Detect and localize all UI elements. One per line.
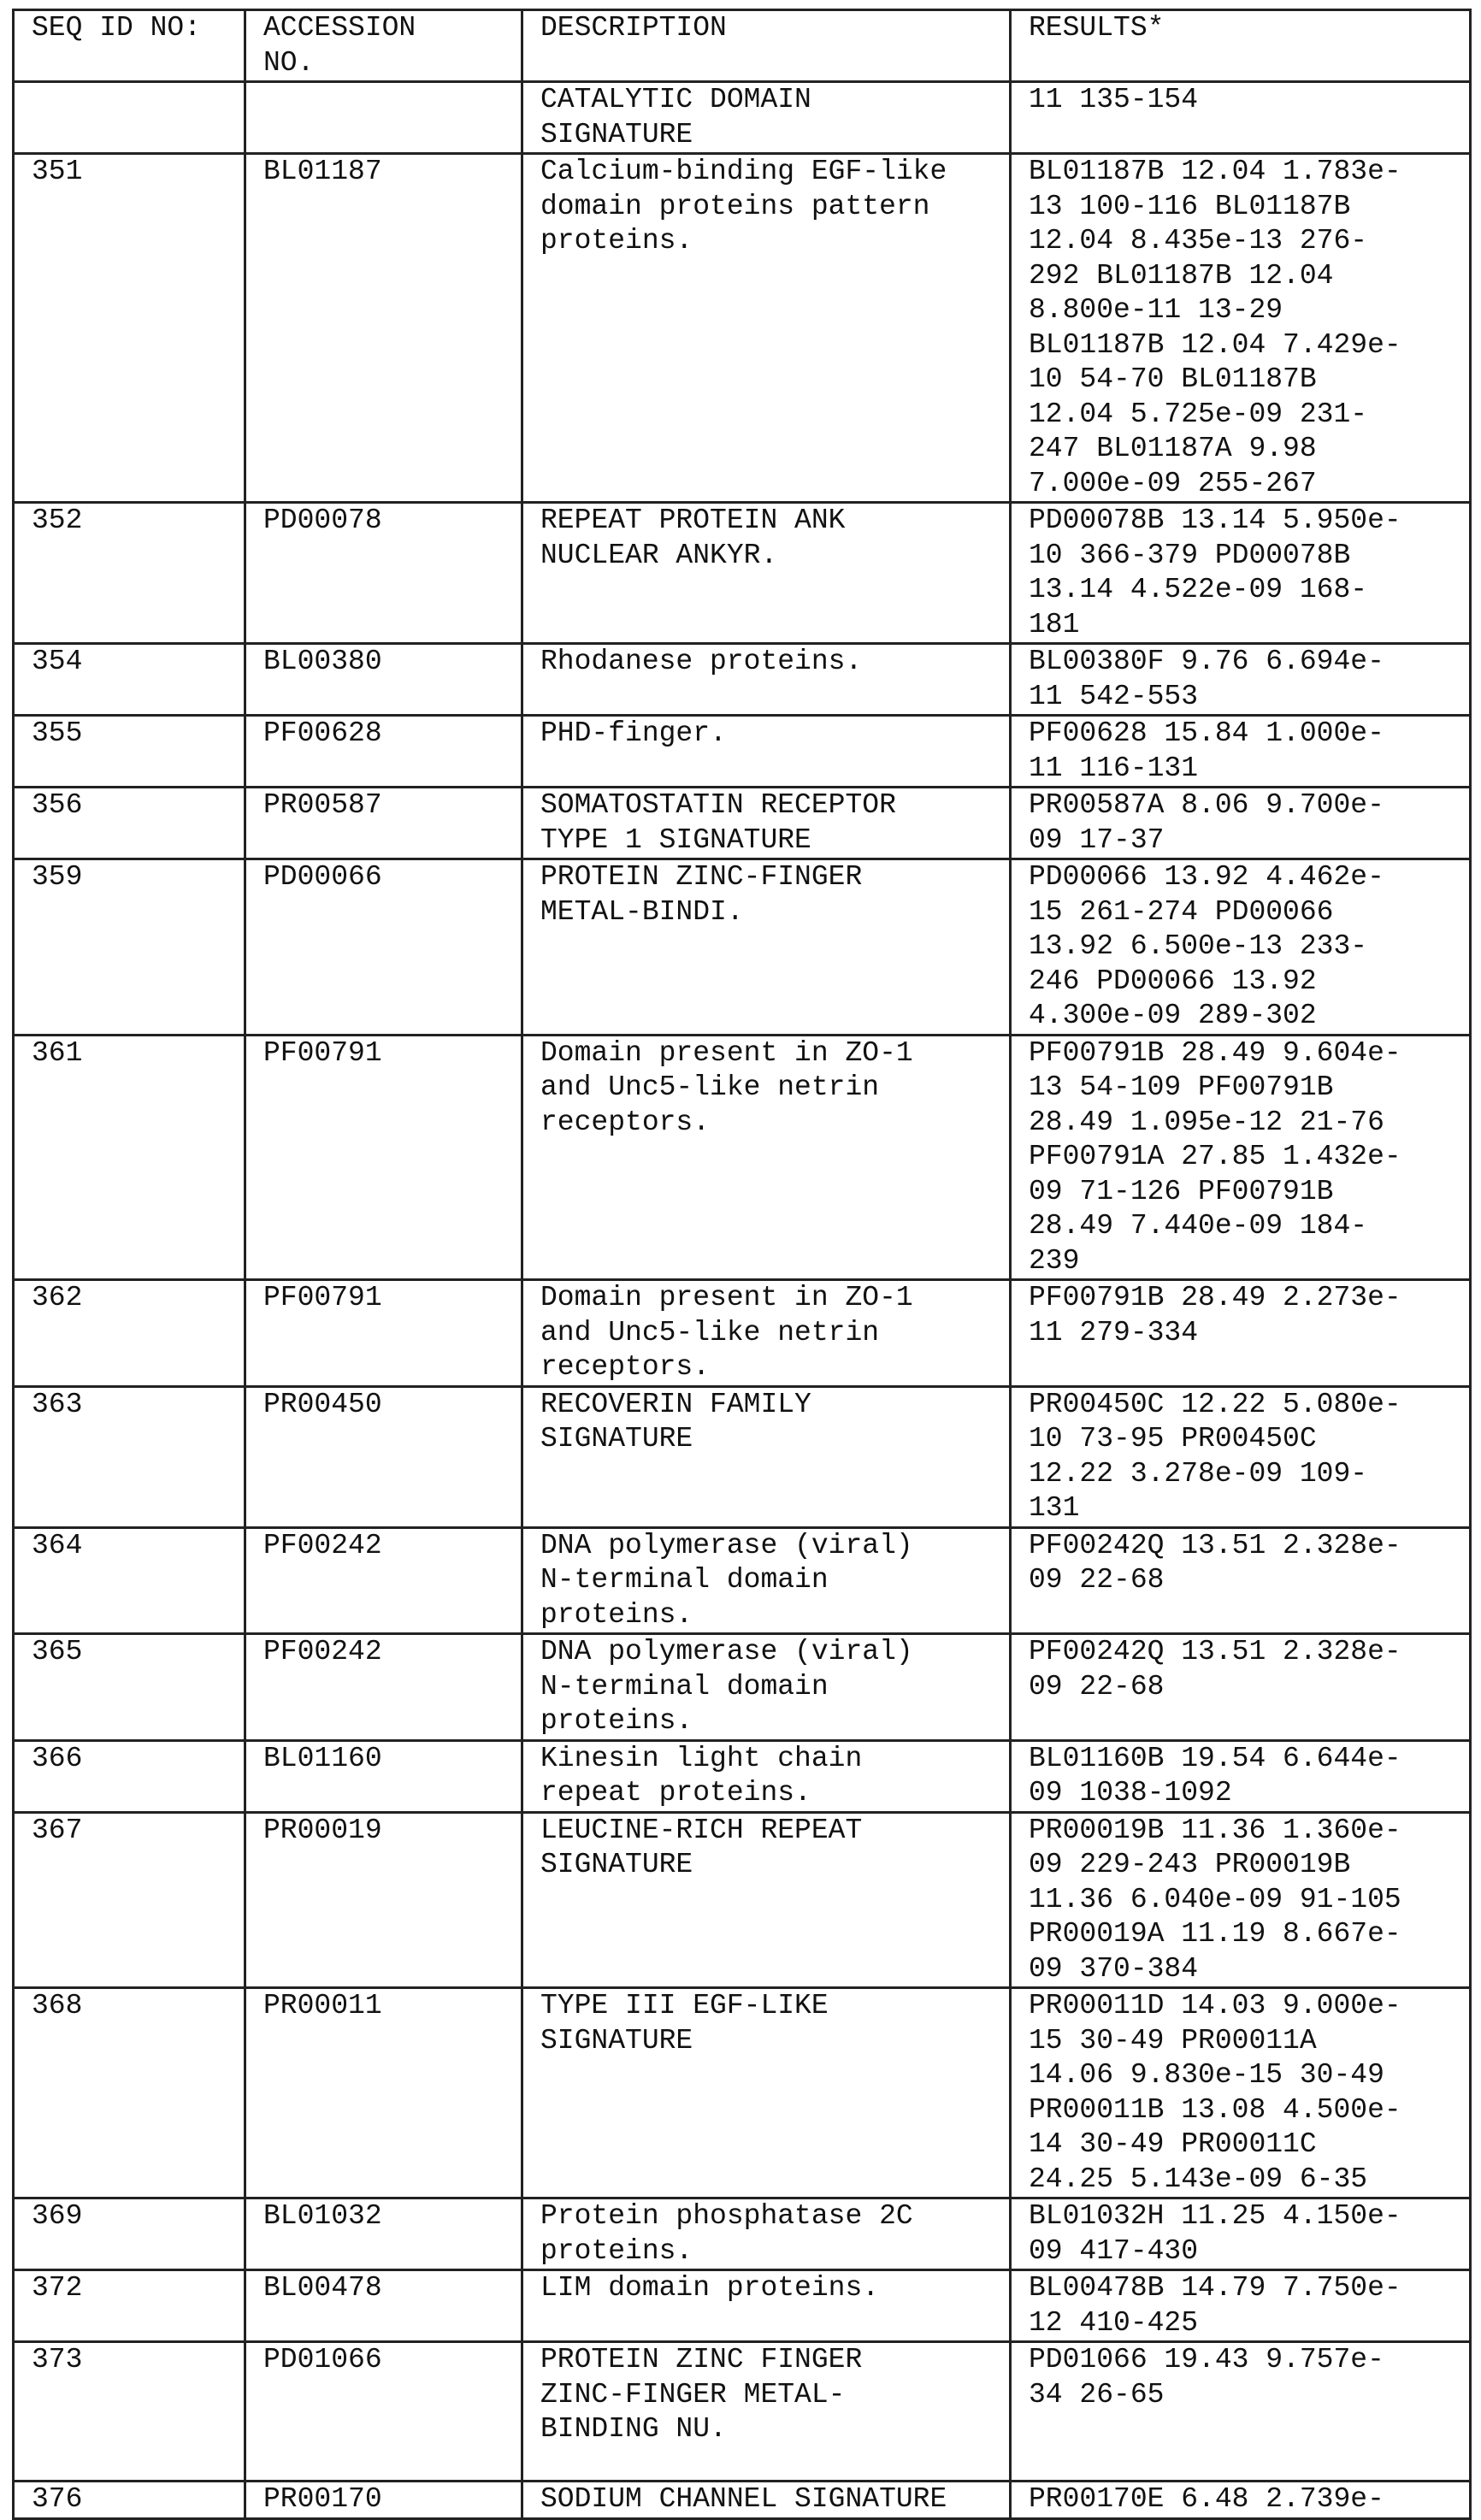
seq-id-cell: 359 bbox=[14, 859, 245, 1036]
seq-id-cell: 366 bbox=[14, 1740, 245, 1812]
description-cell: Rhodanese proteins. bbox=[522, 644, 1011, 716]
accession-cell: PR00450 bbox=[245, 1386, 522, 1527]
results-cell: PF00242Q 13.51 2.328e- 09 22-68 bbox=[1011, 1527, 1471, 1634]
accession-cell: PD00078 bbox=[245, 503, 522, 644]
results-cell: BL00478B 14.79 7.750e- 12 410-425 bbox=[1011, 2270, 1471, 2342]
seq-id-cell bbox=[14, 82, 245, 154]
table-row bbox=[14, 2270, 1471, 2342]
header-accession: ACCESSION NO. bbox=[245, 10, 522, 82]
description-cell: SODIUM CHANNEL SIGNATURE bbox=[522, 2482, 1011, 2519]
accession-cell: PF00791 bbox=[245, 1035, 522, 1280]
table-row bbox=[14, 788, 1471, 859]
description-cell: Calcium-binding EGF-like domain proteins pattern proteins. bbox=[522, 154, 1011, 503]
seq-id-cell: 355 bbox=[14, 716, 245, 788]
results-cell: PD01066 19.43 9.757e- 34 26-65 bbox=[1011, 2342, 1471, 2482]
seq-id-cell: 372 bbox=[14, 2270, 245, 2342]
results-cell: BL01032H 11.25 4.150e- 09 417-430 bbox=[1011, 2198, 1471, 2270]
table-row bbox=[14, 2198, 1471, 2270]
table-row bbox=[14, 1035, 1471, 1280]
table-row bbox=[14, 716, 1471, 788]
table-row bbox=[14, 859, 1471, 1036]
table-row bbox=[14, 503, 1471, 644]
seq-id-cell: 363 bbox=[14, 1386, 245, 1527]
description-cell: PROTEIN ZINC-FINGER METAL-BINDI. bbox=[522, 859, 1011, 1036]
results-cell: 11 135-154 bbox=[1011, 82, 1471, 154]
results-cell: BL01187B 12.04 1.783e- 13 100-116 BL01187B 12.04 8.435e-13 276- 292 BL01187B 12.04 8.800e-11 13-29 BL01187B 12.04 7.429e- 10 54-70 BL01187B 12.04 5.725e-09 231- 247 BL01187A 9.98 7.000e-09 255-267 bbox=[1011, 154, 1471, 503]
accession-cell: PR00011 bbox=[245, 1988, 522, 2198]
seq-id-cell: 365 bbox=[14, 1634, 245, 1741]
accession-cell: PR00019 bbox=[245, 1812, 522, 1988]
seq-id-cell: 354 bbox=[14, 644, 245, 716]
table-row bbox=[14, 1740, 1471, 1812]
seq-id-cell: 376 bbox=[14, 2482, 245, 2519]
accession-cell: BL01032 bbox=[245, 2198, 522, 2270]
results-cell: BL00380F 9.76 6.694e- 11 542-553 bbox=[1011, 644, 1471, 716]
description-cell: Kinesin light chain repeat proteins. bbox=[522, 1740, 1011, 1812]
accession-cell: PF00242 bbox=[245, 1527, 522, 1634]
description-cell: LIM domain proteins. bbox=[522, 2270, 1011, 2342]
seq-id-cell: 356 bbox=[14, 788, 245, 859]
description-cell: Protein phosphatase 2C proteins. bbox=[522, 2198, 1011, 2270]
description-cell: Domain present in ZO-1 and Unc5-like netrin receptors. bbox=[522, 1035, 1011, 1280]
accession-cell: PD00066 bbox=[245, 859, 522, 1036]
accession-cell: PF00242 bbox=[245, 1634, 522, 1741]
results-cell: PF00242Q 13.51 2.328e- 09 22-68 bbox=[1011, 1634, 1471, 1741]
results-cell: PR00450C 12.22 5.080e- 10 73-95 PR00450C 12.22 3.278e-09 109- 131 bbox=[1011, 1386, 1471, 1527]
table-row bbox=[14, 1386, 1471, 1527]
table-row bbox=[14, 82, 1471, 154]
description-cell: PHD-finger. bbox=[522, 716, 1011, 788]
table-row bbox=[14, 644, 1471, 716]
seq-id-cell: 368 bbox=[14, 1988, 245, 2198]
description-cell: LEUCINE-RICH REPEAT SIGNATURE bbox=[522, 1812, 1011, 1988]
table-row bbox=[14, 1527, 1471, 1634]
description-cell: SOMATOSTATIN RECEPTOR TYPE 1 SIGNATURE bbox=[522, 788, 1011, 859]
accession-cell bbox=[245, 82, 522, 154]
header-seq-id: SEQ ID NO: bbox=[14, 10, 245, 82]
seq-id-cell: 367 bbox=[14, 1812, 245, 1988]
seq-id-cell: 351 bbox=[14, 154, 245, 503]
description-cell: DNA polymerase (viral) N-terminal domain proteins. bbox=[522, 1527, 1011, 1634]
accession-cell: BL01160 bbox=[245, 1740, 522, 1812]
results-cell: PR00170E 6.48 2.739e- bbox=[1011, 2482, 1471, 2519]
description-cell: DNA polymerase (viral) N-terminal domain proteins. bbox=[522, 1634, 1011, 1741]
results-cell: PD00066 13.92 4.462e- 15 261-274 PD00066 13.92 6.500e-13 233- 246 PD00066 13.92 4.300e-09 289-302 bbox=[1011, 859, 1471, 1036]
table-row bbox=[14, 1812, 1471, 1988]
description-cell: REPEAT PROTEIN ANK NUCLEAR ANKYR. bbox=[522, 503, 1011, 644]
description-cell: Domain present in ZO-1 and Unc5-like netrin receptors. bbox=[522, 1280, 1011, 1387]
results-cell: PR00019B 11.36 1.360e- 09 229-243 PR00019B 11.36 6.040e-09 91-105 PR00019A 11.19 8.667e- 09 370-384 bbox=[1011, 1812, 1471, 1988]
seq-id-cell: 352 bbox=[14, 503, 245, 644]
header-description: DESCRIPTION bbox=[522, 10, 1011, 82]
accession-cell: PF00628 bbox=[245, 716, 522, 788]
description-cell: TYPE III EGF-LIKE SIGNATURE bbox=[522, 1988, 1011, 2198]
accession-cell: BL00478 bbox=[245, 2270, 522, 2342]
results-cell: PR00587A 8.06 9.700e- 09 17-37 bbox=[1011, 788, 1471, 859]
table-row bbox=[14, 1988, 1471, 2198]
description-cell: PROTEIN ZINC FINGER ZINC-FINGER METAL- BINDING NU. bbox=[522, 2342, 1011, 2482]
accession-cell: PR00587 bbox=[245, 788, 522, 859]
results-cell: PF00791B 28.49 2.273e- 11 279-334 bbox=[1011, 1280, 1471, 1387]
results-cell: PF00628 15.84 1.000e- 11 116-131 bbox=[1011, 716, 1471, 788]
table-row bbox=[14, 2342, 1471, 2482]
results-table bbox=[12, 9, 1472, 2520]
seq-id-cell: 369 bbox=[14, 2198, 245, 2270]
accession-cell: PR00170 bbox=[245, 2482, 522, 2519]
seq-id-cell: 361 bbox=[14, 1035, 245, 1280]
seq-id-cell: 364 bbox=[14, 1527, 245, 1634]
accession-cell: BL00380 bbox=[245, 644, 522, 716]
header-results: RESULTS* bbox=[1011, 10, 1471, 82]
results-cell: PR00011D 14.03 9.000e- 15 30-49 PR00011A 14.06 9.830e-15 30-49 PR00011B 13.08 4.500e- 14 30-49 PR00011C 24.25 5.143e-09 6-35 bbox=[1011, 1988, 1471, 2198]
accession-cell: PD01066 bbox=[245, 2342, 522, 2482]
table-row bbox=[14, 154, 1471, 503]
results-cell: PD00078B 13.14 5.950e- 10 366-379 PD00078B 13.14 4.522e-09 168- 181 bbox=[1011, 503, 1471, 644]
table-row bbox=[14, 2482, 1471, 2519]
header-row bbox=[14, 10, 1471, 82]
table-row bbox=[14, 1280, 1471, 1387]
description-cell: CATALYTIC DOMAIN SIGNATURE bbox=[522, 82, 1011, 154]
accession-cell: BL01187 bbox=[245, 154, 522, 503]
description-cell: RECOVERIN FAMILY SIGNATURE bbox=[522, 1386, 1011, 1527]
seq-id-cell: 373 bbox=[14, 2342, 245, 2482]
accession-cell: PF00791 bbox=[245, 1280, 522, 1387]
seq-id-cell: 362 bbox=[14, 1280, 245, 1387]
table-row bbox=[14, 1634, 1471, 1741]
results-cell: PF00791B 28.49 9.604e- 13 54-109 PF00791B 28.49 1.095e-12 21-76 PF00791A 27.85 1.432e- 09 71-126 PF00791B 28.49 7.440e-09 184- 239 bbox=[1011, 1035, 1471, 1280]
results-cell: BL01160B 19.54 6.644e- 09 1038-1092 bbox=[1011, 1740, 1471, 1812]
